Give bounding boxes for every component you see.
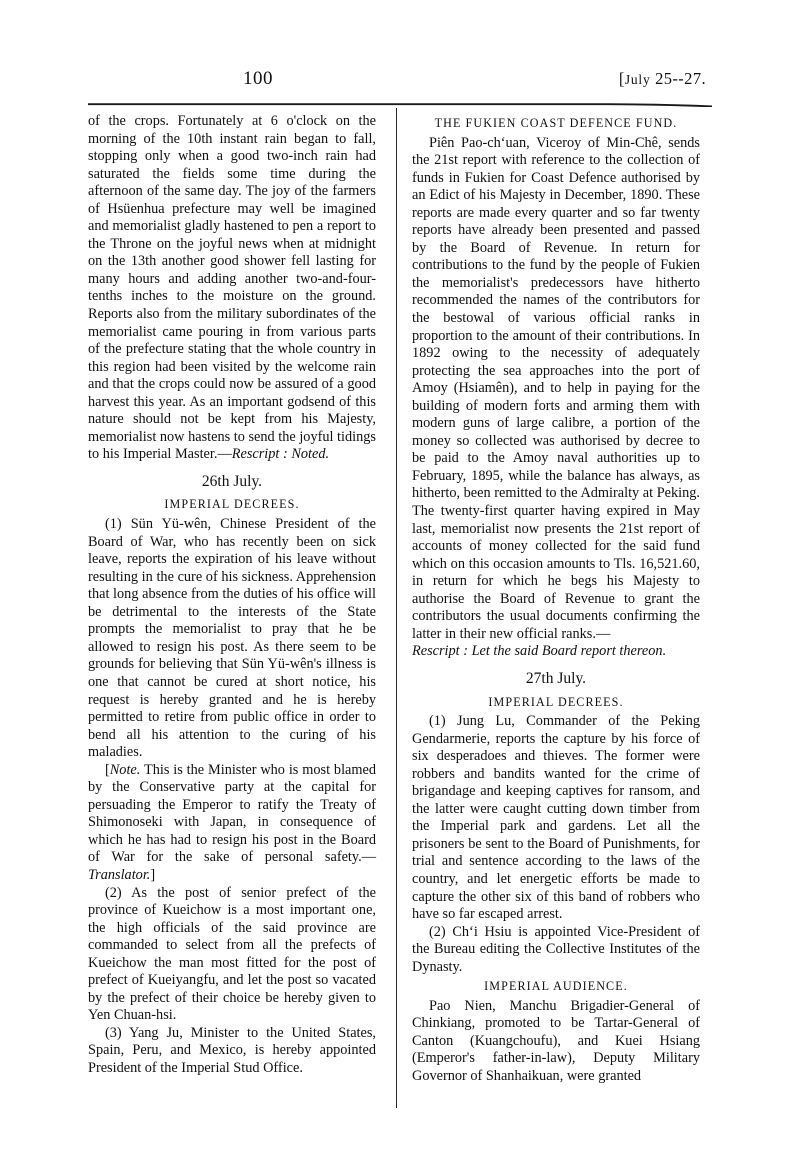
paragraph-text: of the crops. Fortunately at 6 o'clock on the morning of the 10th instant rain began to fall, stopping only when a good two-inch rain had saturated the fields some time during the afternoon of the same day. The joy of the farmers of Hsüenhua prefecture may well be imagined and memorialist gladly hastened to pen a report to the Throne on the joyful news when at midnight on the 13th another good shower fell lasting for many hours and adding another two-and-four-tenths inches to the moisture on the ground. Reports also from the military subordinates of the memorialist came pouring in from various parts of the prefecture stating that the whole country in this region had been visited by the welcome rain and that the crops could now be assured of a good harvest this year. As an important godsend of this nature should not be kept from his Majesty, memorialist now hastens to send the joyful tidings to his Imperial Master.— [88, 113, 376, 463]
paragraph-decree-3: (3) Yang Ju, Minister to the United States, Spain, Peru, and Mexico, is hereby appointed President of the Imperial Stud Office. [88, 1024, 376, 1076]
rescript-body: Let the said Board report thereon. [471, 643, 667, 660]
right-column [412, 113, 700, 1086]
section-heading-imperial-decrees: IMPERIAL DECREES. [488, 694, 624, 709]
rescript-label: Rescript : [412, 643, 468, 660]
bracket-glyph: [ [618, 69, 625, 88]
note-label: Note. [109, 761, 141, 778]
paragraph-fukien-fund-report [412, 135, 700, 644]
paragraph-text: Piên Pao-ch‘uan, Viceroy of Min-Chê, sends the 21st report with reference to the collection of funds in Fukien for Coast Defence authorised by an Edict of his Majesty in December, 1890. These reports are made every quarter and so far twenty reports have already been presented and passed by the Board of Revenue. In return for contributions to the fund by the people of Fukien the memorialist's predecessors have hitherto recommended the names of the contributors for the bestowal of various official ranks in proportion to the amount of their contributions. In 1892 owing to the necessity of adequately protecting the sea approaches into the port of Amoy (Hsiamên), and to help in paying for the building of modern forts and arming them with modern guns of large calibre, a portion of the money so collected was authorised by decree to be paid to the Amoy naval authorities up to February, 1895, while the balance has always, as hitherto, been remitted to the Admiralty at Peking. The twenty-first quarter having expired in May last, memorialist now presents the 21st report of accounts of money collected for the said fund which on this occasion amounts to Tls. 16,521.60, in return for which he begs his Majesty to authorise the Board of Revenue to grant the contributors the usual documents confirming the latter in their new official ranks.— [412, 134, 700, 642]
column-divider [396, 108, 397, 1108]
translator-label: Translator. [88, 866, 151, 883]
rescript-body: Noted. [291, 446, 330, 463]
note-body: This is the Minister who is most blamed by the Conservative party at the capital for persuading the Emperor to ratify the Treaty of Shimonoseki with Japan, in consequence of which he has had to resign his post in the Board of War for the sake of personal safety.— [88, 761, 376, 866]
section-heading-imperial-audience: IMPERIAL AUDIENCE. [484, 979, 628, 994]
paragraph-decree-2: (2) Ch‘i Hsiu is appointed Vice-President of the Bureau editing the Collective Institutes of the Dynasty. [412, 923, 700, 975]
paragraph-decree-1: (1) Jung Lu, Commander of the Peking Gendarmerie, reports the capture by his force of six desperadoes and thieves. The former were robbers and bandits wanted for the crime of brigandage and keeping captives for ransom, and the latter were caught cutting down timber from the Imperial park and gardens. Let all the prisoners be sent to the Board of Punishments, for trial and sentence according to the laws of the country, and let energetic efforts be made to capture the other six of this band of robbers who have so far escaped arrest. [412, 713, 700, 923]
left-column [88, 113, 376, 1078]
date-range-label: 25--27. [655, 69, 706, 88]
paragraph-decree-1: (1) Sün Yü-wên, Chinese President of the Board of War, who has recently been on sick leave, reports the expiration of his leave without resulting in the cure of his sickness. Apprehension that long absence from the duties of his office will be detrimental to the interests of the State prompts the memorialist to pray that he be allowed to resign his post. As there seem to be grounds for believing that Sün Yü-wên's illness is one that cannot be cured at short notice, his request is hereby granted and he is hereby permitted to retire from public office in order to bend all his attention to the curing of his maladies. [88, 516, 376, 761]
section-heading-imperial-decrees: IMPERIAL DECREES. [164, 497, 300, 512]
rescript-label: Rescript : [231, 446, 288, 463]
paragraph-rescript-2 [412, 643, 700, 661]
section-heading-fukien-coast-defence-fund: THE FUKIEN COAST DEFENCE FUND. [434, 116, 678, 130]
month-label: July [624, 72, 651, 87]
page-number: 100 [243, 68, 273, 89]
header-rule [88, 103, 712, 106]
paragraph-imperial-audience: Pao Nien, Manchu Brigadier-General of Chinkiang, promoted to be Tartar-General of Canton (Kuangchoufu), and Kuei Hsiang (Emperor's father-in-law), Deputy Military Governor of Shanhaikuan, were granted [412, 997, 700, 1084]
header-rule-line [88, 103, 712, 107]
note-close-bracket: ] [150, 866, 156, 883]
running-head [88, 68, 712, 92]
date-heading-27-july: 27th July. [525, 669, 587, 687]
paragraph-crops-rain-report [88, 113, 376, 464]
paragraph-decree-2: (2) As the post of senior prefect of the province of Kueichow is a most important one, the high officials of the said province are commanded to select from all the prefects of Kueichow the man most fitted for the post of prefect of Kueiyangfu, and let the post so vacated by the prefect of their choice be hereby given to Yen Chuan-hsi. [88, 884, 376, 1024]
date-heading-26-july: 26th July. [201, 472, 263, 490]
running-head-date [619, 69, 706, 89]
note-open-bracket: [ [105, 761, 110, 778]
paragraph-translator-note [88, 762, 376, 885]
